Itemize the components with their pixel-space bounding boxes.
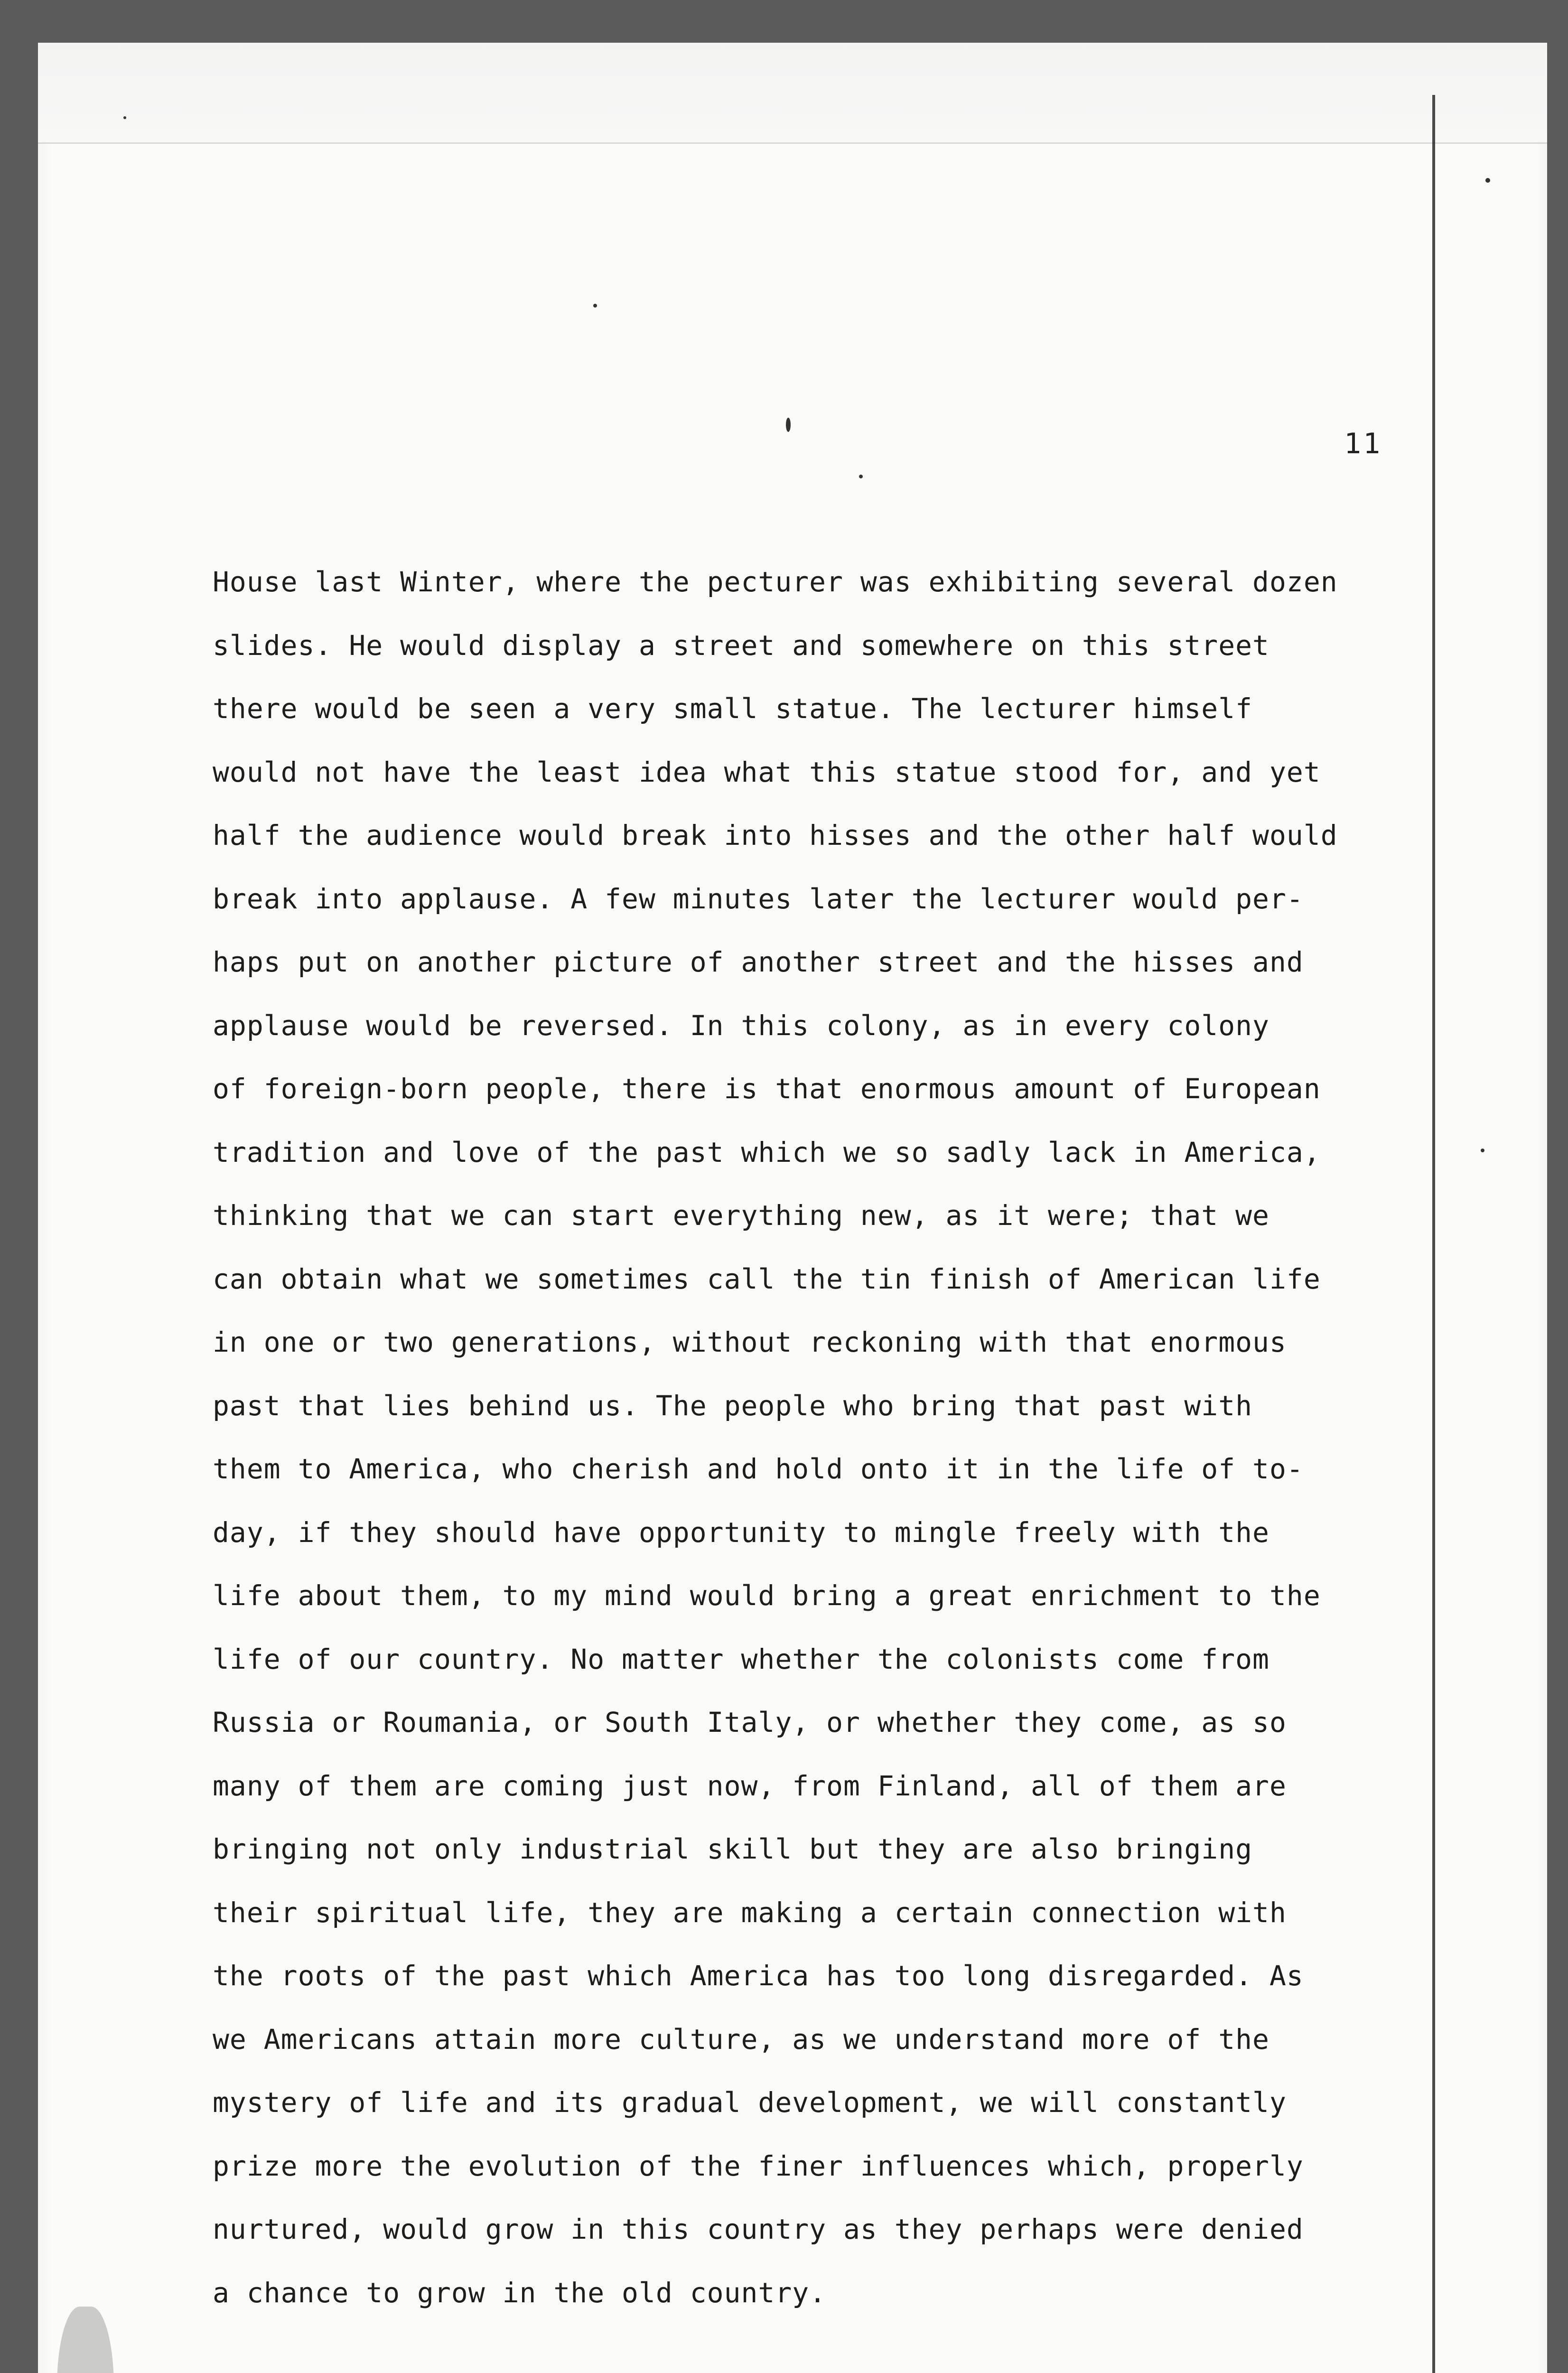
scan-speck bbox=[786, 418, 791, 432]
text-line: in one or two generations, without reckoning with that enormous bbox=[213, 1326, 1287, 1358]
text-line: House last Winter, where the pecturer was exhibiting several dozen bbox=[213, 566, 1338, 598]
text-line: of foreign-born people, there is that enormous amount of European bbox=[213, 1073, 1321, 1105]
text-line: bringing not only industrial skill but they are also bringing bbox=[213, 1833, 1253, 1865]
text-line: haps put on another picture of another street and the hisses and bbox=[213, 946, 1304, 978]
text-line: tradition and love of the past which we so sadly lack in America, bbox=[213, 1136, 1321, 1168]
text-line: we Americans attain more culture, as we understand more of the bbox=[213, 2023, 1269, 2055]
text-line: the roots of the past which America has too long disregarded. As bbox=[213, 1960, 1304, 1992]
scan-speck bbox=[593, 304, 597, 308]
text-line: day, if they should have opportunity to mingle freely with the bbox=[213, 1516, 1269, 1549]
text-line: half the audience would break into hisses and the other half would bbox=[213, 819, 1338, 851]
text-line: there would be seen a very small statue. The lecturer himself bbox=[213, 692, 1253, 725]
text-line: their spiritual life, they are making a certain connection with bbox=[213, 1896, 1287, 1929]
scan-speck bbox=[1481, 1149, 1484, 1152]
text-line: many of them are coming just now, from Finland, all of them are bbox=[213, 1769, 1287, 1802]
text-line: break into applause. A few minutes later the lecturer would per- bbox=[213, 882, 1304, 915]
text-line: applause would be reversed. In this colony, as in every colony bbox=[213, 1009, 1269, 1042]
scan-speck bbox=[859, 475, 863, 478]
sheet-edge-right bbox=[1432, 95, 1435, 2373]
text-line: mystery of life and its gradual development, we will constantly bbox=[213, 2086, 1287, 2119]
scan-speck bbox=[1485, 178, 1490, 183]
text-line: would not have the least idea what this statue stood for, and yet bbox=[213, 756, 1321, 788]
text-line: Russia or Roumania, or South Italy, or whether they come, as so bbox=[213, 1706, 1287, 1738]
body-text bbox=[213, 551, 1428, 2325]
text-line: prize more the evolution of the finer influences which, properly bbox=[213, 2149, 1304, 2182]
text-line: life about them, to my mind would bring a great enrichment to the bbox=[213, 1579, 1321, 1612]
text-line: them to America, who cherish and hold onto it in the life of to- bbox=[213, 1453, 1304, 1485]
text-line: can obtain what we sometimes call the tin finish of American life bbox=[213, 1262, 1321, 1295]
text-line: past that lies behind us. The people who bring that past with bbox=[213, 1389, 1253, 1422]
text-line: slides. He would display a street and somewhere on this street bbox=[213, 629, 1269, 662]
paper-top-strip bbox=[38, 43, 1547, 144]
page-number: 11 bbox=[1344, 427, 1382, 460]
text-line: nurtured, would grow in this country as they perhaps were denied bbox=[213, 2213, 1304, 2245]
scan-speck bbox=[123, 116, 126, 119]
text-line: a chance to grow in the old country. bbox=[213, 2276, 827, 2309]
text-line: thinking that we can start everything new, as it were; that we bbox=[213, 1199, 1269, 1232]
text-line: life of our country. No matter whether the colonists come from bbox=[213, 1643, 1269, 1675]
